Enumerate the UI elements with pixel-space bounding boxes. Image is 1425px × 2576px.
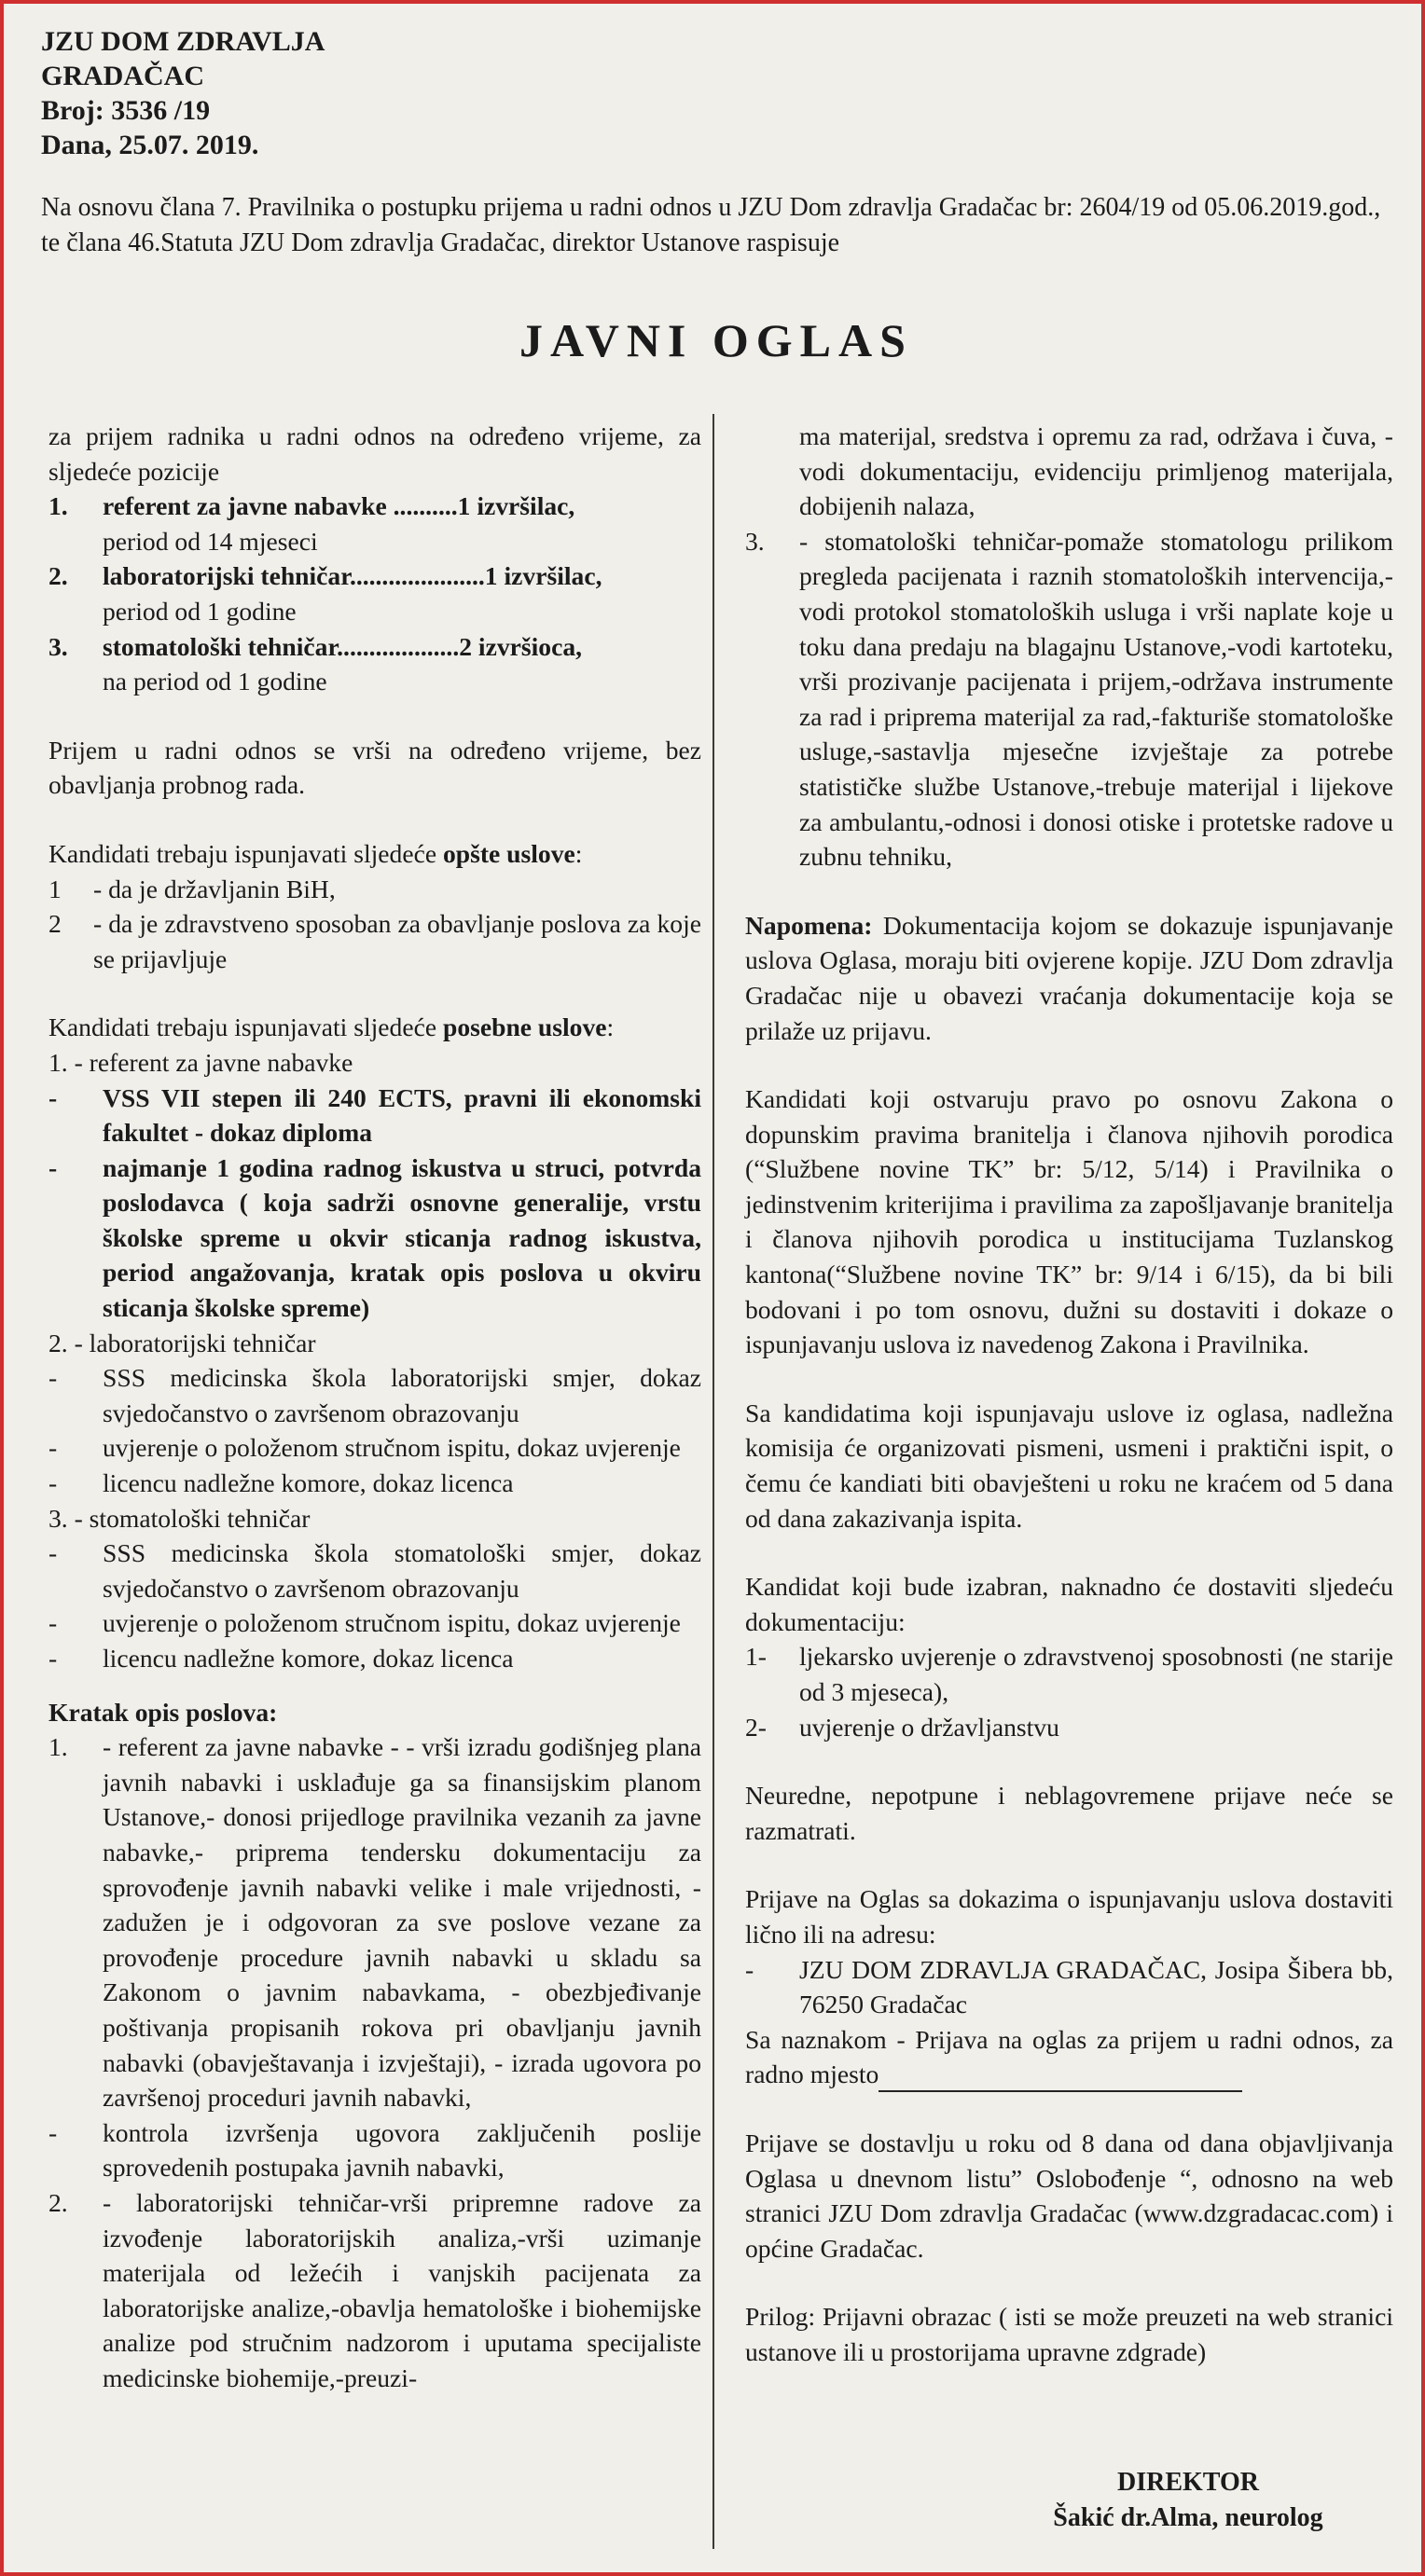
general-conditions-intro: Kandidati trebaju ispunjavati sljedeće opšte uslove: — [48, 838, 583, 868]
duty-item: 3. - stomatološki tehničar-pomaže stomatologu prilikom pregleda pacijenata i raznih stomatoloških intervencija,-vodi protokol stomatoloških usluga i vrši naplate koje u toku dana predaju na blagajnu Ustanove,-vodi kartoteku, vrši prozivanje pacijenata i prijem,-održava instrumente za rad i priprema materijal za rad,-fakturiše stomatološke usluge,-sastavlja mjesečne izvještaje za potrebe statističke službe Ustanove,-trebuje materijal i lijekove za ambulantu,-odnosi i donosi otiske i protetske radove u zubnu tehniku, — [745, 526, 1393, 872]
page-title: JAVNI OGLAS — [519, 314, 913, 366]
note-label: Napomena: — [745, 910, 873, 940]
list-item: 2- uvjerenje o državljanstvu — [745, 1712, 1059, 1742]
position-name: referent za javne nabavke ..........1 izvršilac, — [103, 491, 575, 521]
list-item: - VSS VII stepen ili 240 ECTS, pravni ili ekonomski fakultet - dokaz diploma — [48, 1082, 701, 1148]
list-item: - uvjerenje o položenom stručnom ispitu, dokaz uvjerenje — [48, 1608, 681, 1638]
duty-item: 1. - referent za javne nabavke - - vrši izradu godišnjeg plana javnih nabavki i usklađuje ga sa finansijskim planom Ustanove,- donosi prijedloge pravilnika vezanih za javne nabavke,- priprema tendersku dokumentaciju za sprovođenje javnih nabavki velike i male vrijednosti, - zadužen je i odgovoran za sve poslove vezane za provođenje procedure javnih nabavki u skladu sa Zakonom o javnim nabavkama, - obezbjeđivanje poštivanja propisanih rokova pri obavljanju javnih nabavki (obavještavanja i izvještaji), - izrada ugovora po završenoj proceduri javnih nabavki, — [48, 1732, 701, 2113]
institution-name: JZU DOM ZDRAVLJA — [41, 26, 325, 57]
deadline-paragraph: Prijave se dostavlju u roku od 8 dana od dana objavljivanja Oglasa u dnevnom listu” Oslobođenje “, odnosno na web stranici JZU Dom zdravlja Gradačac (www.dzgradacac.com) i općine Gradačac. — [745, 2128, 1393, 2263]
duty-item: 2. - laboratorijski tehničar-vrši pripremne radove za izvođenje laboratorijskih analiza,-vrši uzimanje materijala od ležećih i vanjskih pacijenata za laboratorijske analize,-obavlja hematološke i biohemijske analize pod stručnim nadzorom i uputama specijaliste medicinske biohemije,-preuzi- — [48, 2187, 701, 2392]
right-column — [745, 419, 1393, 2370]
condition-heading: 1. - referent za javne nabavke — [48, 1047, 353, 1077]
special-conditions-intro: Kandidati trebaju ispunjavati sljedeće posebne uslove: — [48, 1012, 615, 1042]
position-name: stomatološki tehničar...................2 izvršioca, — [103, 631, 583, 661]
selected-intro: Kandidat koji bude izabran, naknadno će dostaviti sljedeću dokumentaciju: — [745, 1572, 1393, 1636]
note-paragraph: Napomena: Dokumentacija kojom se dokazuje ispunjavanje uslova Oglasa, moraju biti ovjerene kopije. JZU Dom zdravlja Gradačac nije u obavezi vraćanja dokumentacije koja se prilaže uz prijavu. — [745, 910, 1393, 1045]
opening-text: za prijem radnika u radni odnos na određeno vrijeme, za sljedeće pozicije — [48, 421, 701, 486]
left-column — [48, 419, 701, 2395]
attachment-paragraph: Prilog: Prijavni obrazac ( isti se može preuzeti na web stranici ustanove ili u prostorijama upravne zdgrade) — [745, 2302, 1393, 2366]
position-item: 2. laboratorijski tehničar.....................1 izvršilac, period od 1 godine — [48, 561, 602, 626]
blank-line — [879, 2064, 1242, 2092]
condition-heading: 2. - laboratorijski tehničar — [48, 1328, 316, 1357]
list-item: - uvjerenje o položenom stručnom ispitu, dokaz uvjerenje — [48, 1433, 681, 1463]
document-header — [41, 24, 325, 162]
duty-item: - kontrola izvršenja ugovora zaključenih poslije sprovedenih postupaka javnih nabavki, — [48, 2117, 701, 2183]
list-item: - SSS medicinska škola stomatološki smjer, dokaz svjedočanstvo o završenom obrazovanju — [48, 1538, 701, 1603]
duty-continuation: ma materijal, sredstva i opremu za rad, održava i čuva, -vodi dokumentaciju, evidenciju primljenog materijala, dobijenih nalaza, — [799, 421, 1393, 521]
list-item: 2 - da je zdravstveno sposoban za obavljanje poslova za koje se prijavljuje — [48, 909, 701, 973]
duties-title: Kratak opis poslova: — [48, 1697, 278, 1727]
position-period: period od 14 mjeseci — [103, 526, 318, 556]
mark-paragraph: Sa naznakom - Prijava na oglas za prijem u radni odnos, za radno mjesto — [745, 2022, 1393, 2092]
list-item: - licencu nadležne komore, dokaz licenca — [48, 1644, 514, 1673]
signature-role: DIREKTOR — [1117, 2468, 1259, 2497]
special-conditions-label: posebne uslove — [442, 1012, 607, 1042]
list-item: - licencu nadležne komore, dokaz licenca — [48, 1468, 514, 1498]
no-probation-text: Prijem u radni odnos se vrši na određeno vrijeme, bez obavljanja probnog rada. — [48, 735, 701, 800]
position-item: 1. referent za javne nabavke ..........1 izvršilac, period od 14 mjeseci — [48, 491, 575, 556]
signature-block — [992, 2465, 1384, 2536]
position-name: laboratorijski tehničar.....................1 izvršilac, — [103, 561, 602, 591]
document-date: Dana, 25.07. 2019. — [41, 130, 259, 160]
apply-intro: Prijave na Oglas sa dokazima o ispunjavanju uslova dostaviti lično ili na adresu: — [745, 1884, 1393, 1949]
list-item: 1- ljekarsko uvjerenje o zdravstvenoj sposobnosti (ne starije od 3 mjeseca), — [745, 1642, 1393, 1706]
document-number: Broj: 3536 /19 — [41, 95, 211, 126]
intro-paragraph: Na osnovu člana 7. Pravilnika o postupku prijema u radni odnos u JZU Dom zdravlja Gradačac br: 2604/19 od 05.06.2019.god., te člana 46.Statuta JZU Dom zdravlja Gradačac, direktor Ustanove raspisuje — [41, 193, 1381, 257]
position-period: period od 1 godine — [103, 596, 297, 626]
institution-city: GRADAČAC — [41, 61, 204, 91]
list-item: 1 - da je državljanin BiH, — [48, 874, 336, 903]
condition-heading: 3. - stomatološki tehničar — [48, 1503, 311, 1533]
position-period: na period od 1 godine — [103, 667, 327, 696]
irregular-paragraph: Neuredne, nepotpune i neblagovremene prijave neće se razmatrati. — [745, 1781, 1393, 1845]
address-item: - JZU DOM ZDRAVLJA GRADAČAC, Josipa Šibera bb, 76250 Gradačac — [745, 1954, 1393, 2019]
list-item: - SSS medicinska škola laboratorijski smjer, dokaz svjedočanstvo o završenom obrazovanju — [48, 1363, 701, 1427]
signature-name: Šakić dr.Alma, neurolog — [1053, 2503, 1323, 2532]
list-item: - najmanje 1 godina radnog iskustva u struci, potvrda poslodavca ( koja sadrži osnovne generalije, vrstu školske spreme u okvir sticanja radnog iskustva, period angažovanja, kratak opis poslova u okviru sticanja školske spreme) — [48, 1152, 701, 1323]
veterans-paragraph: Kandidati koji ostvaruju pravo po osnovu Zakona o dopunskim pravima branitelja i članova njihovih porodica (“Službene novine TK” br: 5/12, 5/14) i Pravilnika o jedinstvenim kriterijima i pravilima za zapošljavanje branitelja i članova njihovih porodica u institucijama Tuzlanskog kantona(“Službene novine TK” br: 9/14 i 6/15), da bi bili bodovani i po tom osnovu, dužni su dostaviti i dokaze o ispunjavanju uslova iz navedenog Zakona i Pravilnika. — [745, 1084, 1393, 1359]
column-divider — [712, 414, 714, 2549]
exam-paragraph: Sa kandidatima koji ispunjavaju uslove iz oglasa, nadležna komisija će organizovati pismeni, usmeni i praktični ispit, o čemu će kandiati biti obavješteni u roku ne kraćem od 5 dana od dana zakazivanja ispita. — [745, 1398, 1393, 1533]
position-item: 3. stomatološki tehničar...................2 izvršioca, na period od 1 godine — [48, 631, 583, 696]
general-conditions-label: opšte uslove — [442, 838, 575, 868]
